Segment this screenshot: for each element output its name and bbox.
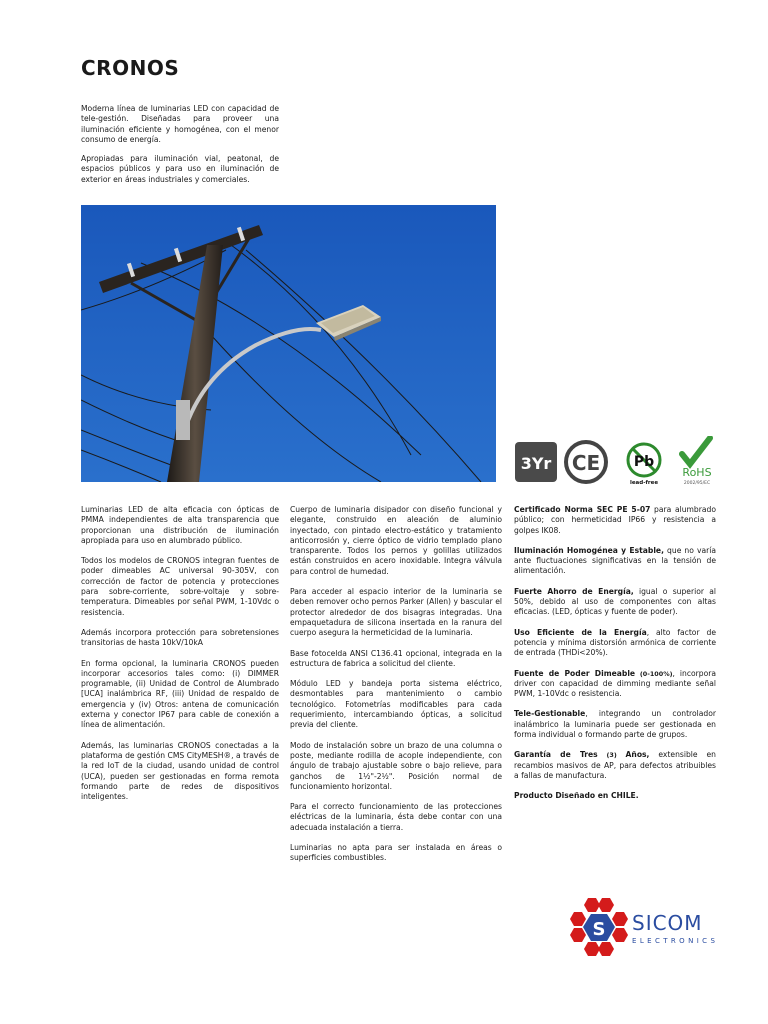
- paragraph: Módulo LED y bandeja porta sistema eléctrico, desmontables para mantenimiento o cambio tecnológico. Fotometrías modificables para cada requerimiento, intercambiando ópticas, a solicitud previa del cliente.: [290, 679, 502, 730]
- feature-text: para alumbrado público; con hermeticidad IP66 y resistencia a golpes IK08.: [514, 505, 716, 535]
- feature-title: Años,: [625, 750, 650, 760]
- paragraph: Además, las luminarias CRONOS conectadas a la plataforma de gestión CMS CityMESH®, a través de la red IoT de la ciudad, usando unidad de control (UCA), pueden ser gestionadas en forma remota formando parte de redes de dispositivos inteligentes.: [81, 740, 279, 802]
- rohs-icon: [682, 438, 712, 486]
- feature-telemanaged: [514, 709, 716, 740]
- paragraph: Cuerpo de luminaria disipador con diseño funcional y elegante, construido en aleación de aluminio inyectado, con pintado electro-estático y tratamiento anticorrosión y, cierre óptico de vidrio templado plano transparente. Todos los pernos y golillas utilizados están construidos en acero inoxidable. Integra válvula para control de humedad.: [290, 505, 502, 576]
- svg-text:2002/95/EC: 2002/95/EC: [683, 481, 711, 486]
- ce-mark-icon: [566, 442, 606, 482]
- feature-warranty: [514, 750, 716, 781]
- paragraph: Para el correcto funcionamiento de las protecciones eléctricas de la luminaria, ésta debe contar con una adecuada instalación a tierra.: [290, 802, 502, 832]
- svg-text:lead-free: lead-free: [629, 480, 659, 486]
- feature-years: (3): [597, 751, 626, 760]
- product-photo: [81, 205, 496, 482]
- feature-made-in-chile: [514, 791, 716, 801]
- feature-text: igual o superior al 50%, debido al uso de componentes con altas eficacias. (LED, ópticas y fuente de poder).: [514, 586, 716, 617]
- feature-text: extensible en recambios masivos de AP, para defectos atribuibles a fallas de manufactura.: [514, 750, 716, 780]
- feature-efficient-use: [514, 628, 716, 659]
- feature-title: Iluminación Homogénea y Estable,: [514, 545, 664, 555]
- intro-text: [81, 104, 279, 194]
- svg-text:RoHS: RoHS: [682, 466, 712, 479]
- paragraph: Para acceder al espacio interior de la luminaria se deben remover ocho pernos Parker (Allen) y bascular el protector alrededor de dos bisagras integradas. Una empaquetadura de silicona insertada en la ranura del cuerpo asegura la hermeticidad de la luminaria.: [290, 587, 502, 638]
- paragraph: Además incorpora protección para sobretensiones transitorias de hasta 10kV/10kA: [81, 627, 279, 648]
- column-2: [290, 505, 502, 874]
- warranty-3yr-icon: [515, 442, 557, 482]
- feature-range: (0-100%): [635, 669, 673, 678]
- certification-badges: [514, 436, 719, 486]
- feature-title: Producto Diseñado en CHILE.: [514, 791, 639, 801]
- svg-text:Pb: Pb: [633, 454, 655, 470]
- feature-title: Certificado Norma SEC PE 5-07: [514, 505, 651, 514]
- lead-free-icon: [628, 444, 660, 486]
- feature-title: Fuerte Ahorro de Energía,: [514, 586, 634, 596]
- intro-paragraph: Apropiadas para iluminación vial, peatonal, de espacios públicos y para uso en iluminación de exterior en áreas industriales y comerciales.: [81, 154, 279, 184]
- sicom-logo: [568, 896, 723, 958]
- paragraph: Luminarias no apta para ser instalada en áreas o superficies combustibles.: [290, 843, 502, 863]
- feature-homogeneous: [514, 546, 716, 577]
- feature-title: Garantía de Tres: [514, 750, 598, 760]
- svg-text:S: S: [592, 919, 606, 940]
- feature-dimmable: [514, 669, 716, 700]
- feature-title: Tele-Gestionable: [514, 709, 586, 719]
- paragraph: Modo de instalación sobre un brazo de una columna o poste, mediante rodilla de acople independiente, con ángulo de trabajo ajustable sobre o bajo relieve, para ganchos de 1½"-2½". Posición normal de funcionamiento horizontal.: [290, 740, 502, 791]
- svg-text:CE: CE: [571, 451, 601, 475]
- paragraph: Luminarias LED de alta eficacia con ópticas de PMMA independientes de alta transparencia que proporcionan una distribución de iluminación apropiada para uso en alumbrado público.: [81, 505, 279, 545]
- feature-text: , alto factor de potencia y mínima distorsión armónica de corriente de entrada (THDi<20%).: [514, 627, 716, 658]
- paragraph: Todos los modelos de CRONOS integran fuentes de poder dimeables AC universal 90-305V, con corrección de factor de potencia y protecciones para sobre-corriente, sobre-voltaje y sobre-temperatura. Dimeables por señal PWM, 1-10Vdc o resistencia.: [81, 556, 279, 617]
- column-3-features: [514, 505, 716, 812]
- feature-text: , incorpora driver con capacidad de dimming mediante señal PWM, 1-10Vdc o resistencia.: [514, 668, 717, 699]
- feature-certification: [514, 505, 716, 536]
- svg-text:SICOM: SICOM: [632, 911, 703, 935]
- paragraph: En forma opcional, la luminaria CRONOS pueden incorporar accesorios tales como: (i) DIMMER programable, (ii) Unidad de Control de Alumbrado [UCA] inalámbrica RF, (iii) Unidad de respaldo de emergencia y (iv) Otros: antena de comunicación externa y conector IP67 para cable de conexión a línea de alimentación.: [81, 658, 279, 730]
- feature-title: Fuente de Poder Dimeable: [514, 668, 636, 678]
- feature-title: Uso Eficiente de la Energía: [514, 627, 647, 637]
- feature-text: , integrando un controlador inalámbrico la luminaria puede ser gestionada en forma individual o formando parte de grupos.: [514, 709, 716, 740]
- svg-text:3Yr: 3Yr: [520, 454, 552, 473]
- paragraph: Base fotocelda ANSI C136.41 opcional, integrada en la estructura de fabrica a solicitud del cliente.: [290, 648, 502, 668]
- sky: [81, 205, 496, 482]
- feature-energy-saving: [514, 587, 716, 618]
- column-1: [81, 505, 279, 812]
- page-title: CRONOS: [81, 56, 180, 80]
- svg-text:ELECTRONICS: ELECTRONICS: [632, 937, 719, 945]
- feature-text: que no varía ante fluctuaciones significativas en la tensión de alimentación.: [514, 545, 716, 576]
- intro-paragraph: Moderna línea de luminarias LED con capacidad de tele-gestión. Diseñadas para proveer una iluminación eficiente y homogénea, con el menor consumo de energía.: [81, 104, 279, 144]
